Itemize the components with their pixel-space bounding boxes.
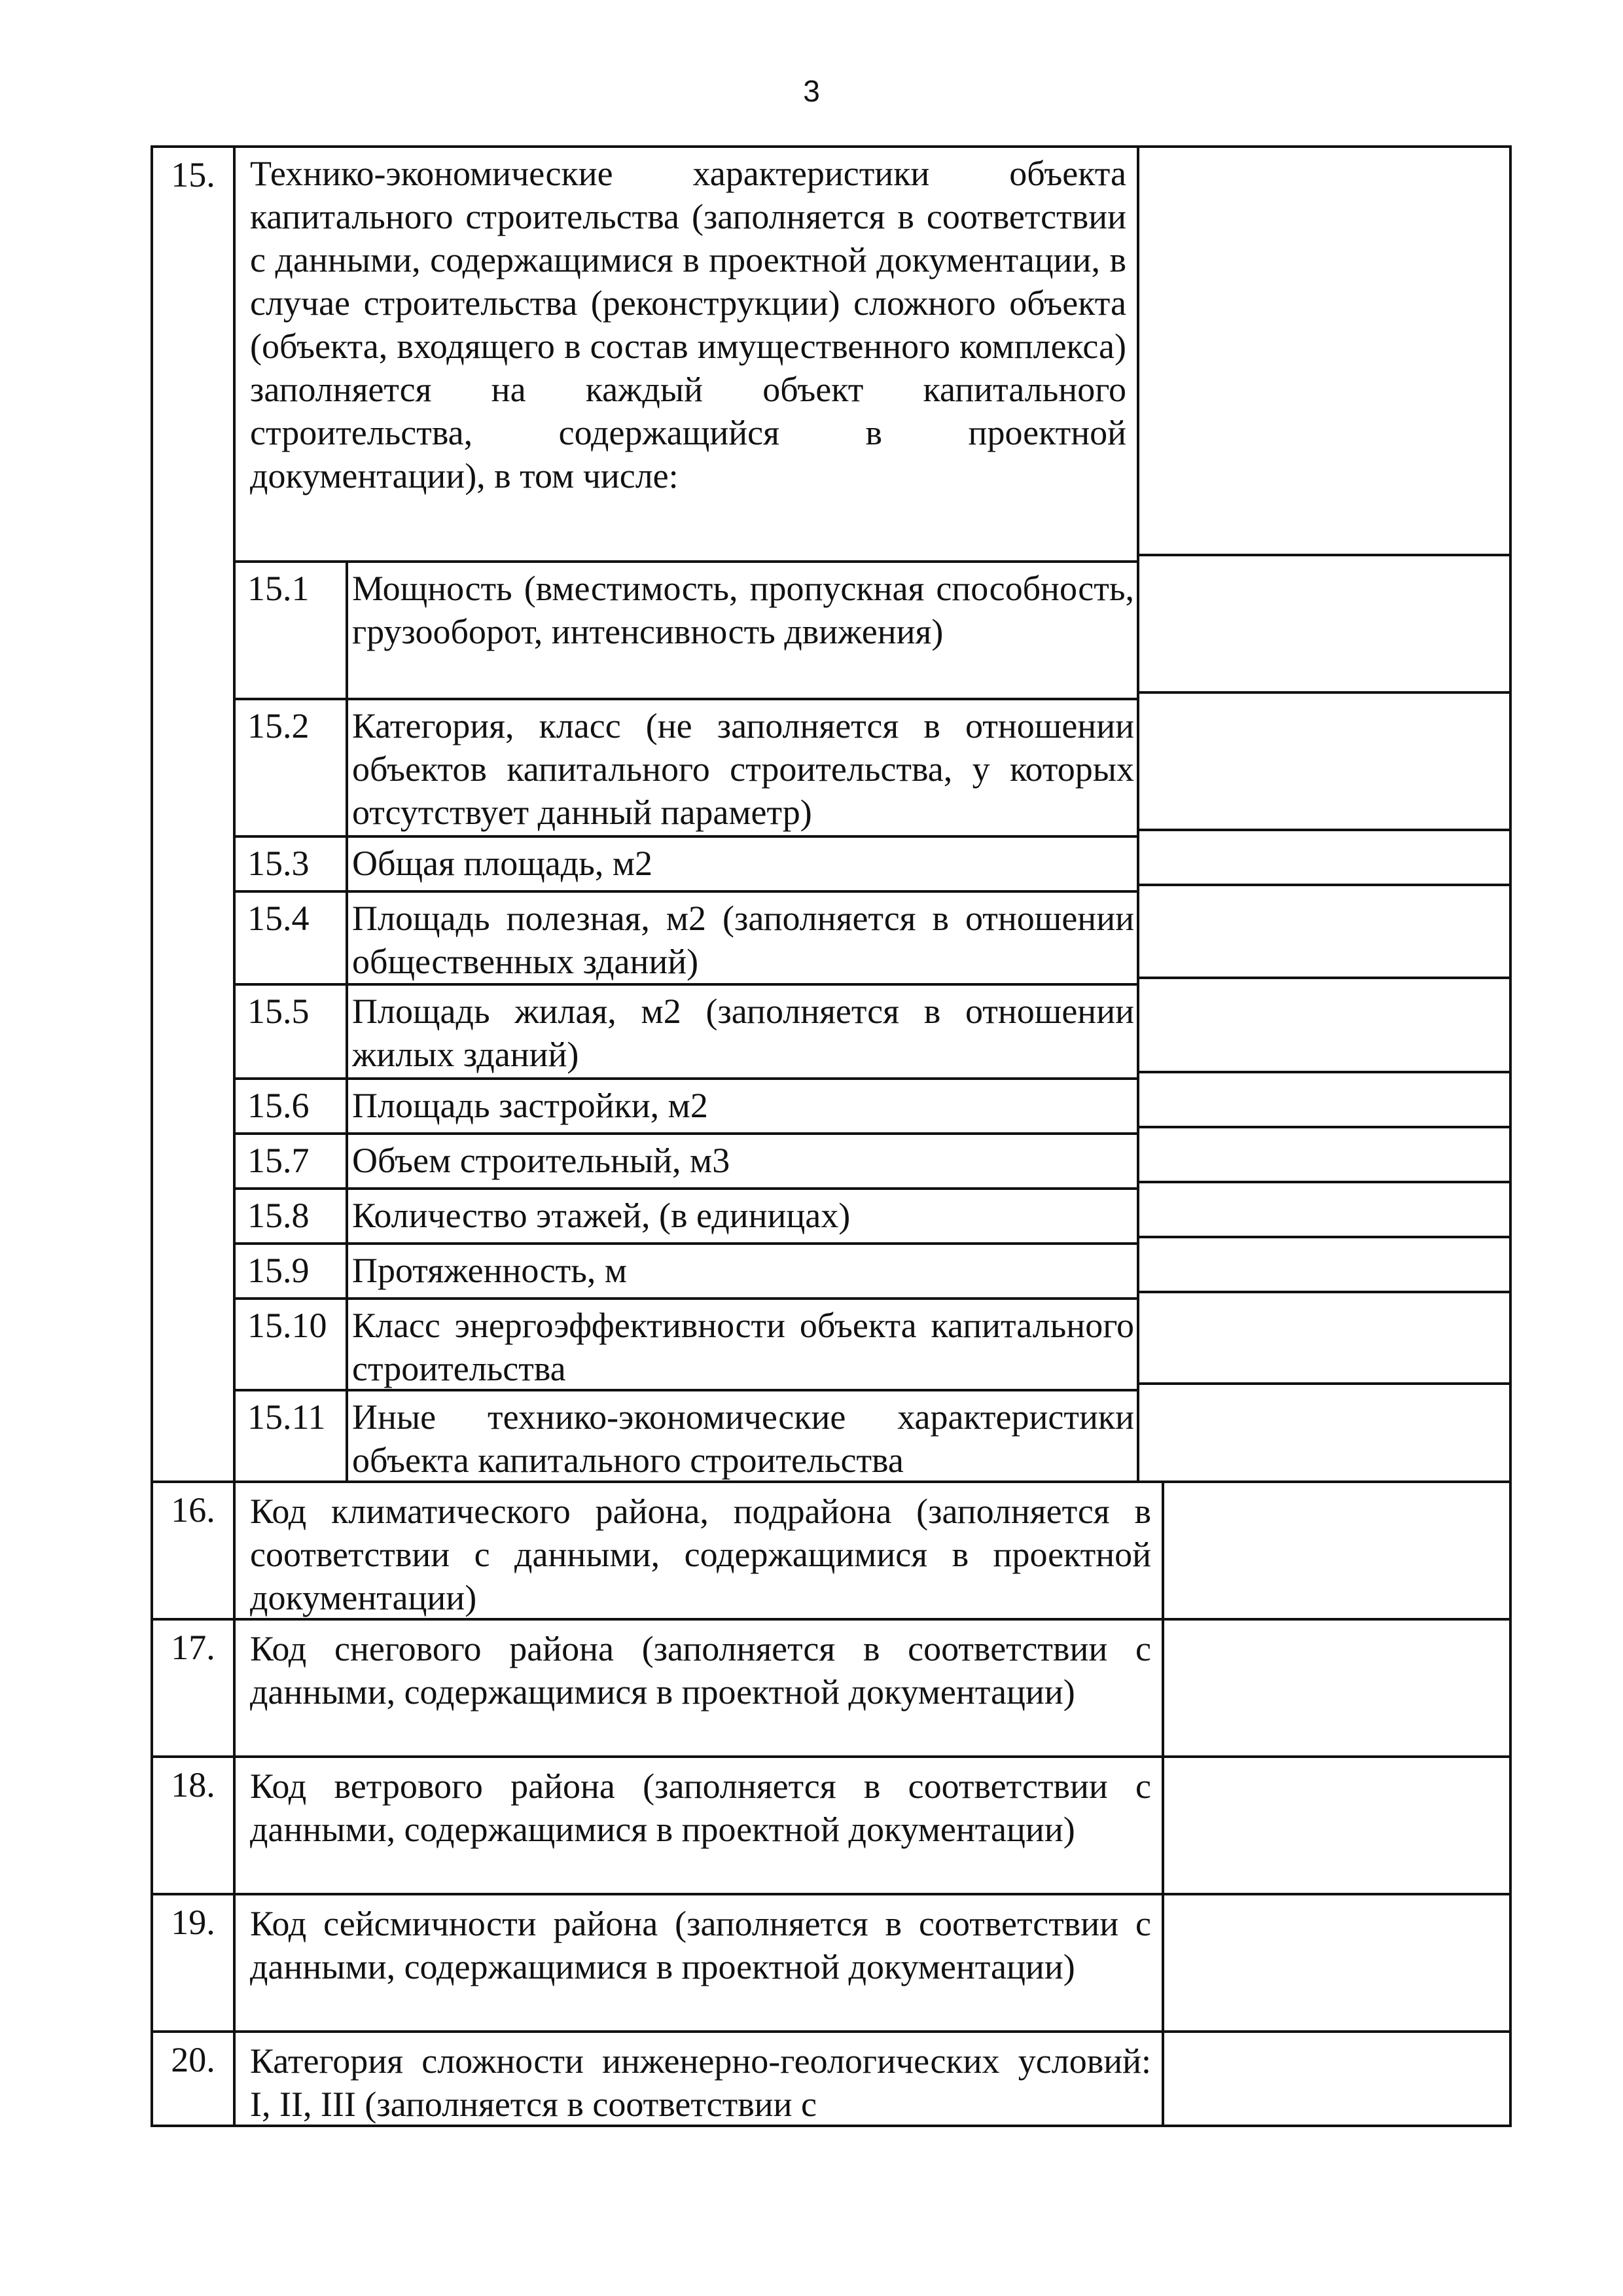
value-cell[interactable] bbox=[1164, 1483, 1509, 1618]
subitem-row bbox=[236, 1297, 1137, 1389]
table-row-16 bbox=[151, 1483, 1512, 1621]
row-description: Код сейсмичности района (заполняется в соответствии с данными, содержащимися в проектной документации) bbox=[233, 1895, 1164, 2030]
subitem-row bbox=[236, 1077, 1137, 1132]
table-row-17 bbox=[151, 1621, 1512, 1758]
subitem-text: Площадь полезная, м2 (заполняется в отношении общественных зданий) bbox=[346, 893, 1137, 983]
subitem-row bbox=[236, 560, 1137, 698]
row-number: 17. bbox=[171, 1628, 215, 1667]
table-row-19 bbox=[151, 1895, 1512, 2033]
table-row-18 bbox=[151, 1758, 1512, 1895]
row-number: 20. bbox=[171, 2040, 215, 2079]
value-cell[interactable] bbox=[1164, 1621, 1509, 1755]
row-number: 16. bbox=[171, 1490, 215, 1530]
row-description: Код снегового района (заполняется в соответствии с данными, содержащимися в проектной документации) bbox=[233, 1621, 1164, 1755]
subitem-text: Мощность (вместимость, пропускная способность, грузооборот, интенсивность движения) bbox=[346, 563, 1137, 698]
subitem-number: 15.4 bbox=[247, 899, 310, 938]
row-text: Технико-экономические характеристики объекта капитального строительства (заполняется в соответствии с данными, содержащимися в проектной документации, в случае строительства (реконструкции) сложного объекта (объекта, входящего в состав имущественного комплекса) заполняется на каждый объект капитального строительства, содержащийся в проектной документации), в том числе: bbox=[250, 154, 1126, 495]
value-cell[interactable] bbox=[1164, 1895, 1509, 2030]
row-description bbox=[233, 148, 1139, 1480]
subitem-row bbox=[236, 835, 1137, 890]
value-cell[interactable] bbox=[1164, 1758, 1509, 1893]
subitem-text: Количество этажей, (в единицах) bbox=[346, 1190, 1137, 1242]
subitem-row bbox=[236, 1242, 1137, 1297]
subitem-text: Общая площадь, м2 bbox=[346, 838, 1137, 890]
subitem-text: Объем строительный, м3 bbox=[346, 1135, 1137, 1187]
row-description: Код климатического района, подрайона (заполняется в соответствии с данными, содержащимися в проектной документации) bbox=[233, 1483, 1164, 1618]
subitem-row bbox=[236, 1187, 1137, 1242]
subitem-text: Площадь застройки, м2 bbox=[346, 1080, 1137, 1132]
subitem-number: 15.7 bbox=[247, 1141, 310, 1180]
row-description: Код ветрового района (заполняется в соответствии с данными, содержащимися в проектной документации) bbox=[233, 1758, 1164, 1893]
value-cell[interactable] bbox=[1164, 2033, 1509, 2125]
form-table bbox=[151, 145, 1512, 2127]
table-row-15 bbox=[151, 145, 1512, 1483]
subitem-text: Класс энергоэффективности объекта капитального строительства bbox=[346, 1300, 1137, 1389]
subitem-number: 15.10 bbox=[247, 1306, 327, 1345]
subitem-number: 15.11 bbox=[247, 1397, 326, 1437]
subitem-number: 15.9 bbox=[247, 1251, 310, 1290]
row-description: Категория сложности инженерно-геологических условий: I, II, III (заполняется в соответствии с bbox=[233, 2033, 1164, 2125]
row-number: 18. bbox=[171, 1765, 215, 1804]
subitem-text: Протяженность, м bbox=[346, 1245, 1137, 1297]
subitem-text: Иные технико-экономические характеристики объекта капитального строительства bbox=[346, 1391, 1137, 1480]
subitem-number: 15.1 bbox=[247, 569, 310, 608]
subitem-number: 15.3 bbox=[247, 844, 310, 883]
value-cell[interactable] bbox=[1139, 148, 1509, 1480]
subitem-text: Площадь жилая, м2 (заполняется в отношении жилых зданий) bbox=[346, 986, 1137, 1077]
subitem-row bbox=[236, 1389, 1137, 1480]
subitem-row bbox=[236, 983, 1137, 1077]
row-number: 15. bbox=[171, 155, 215, 194]
subitem-number: 15.8 bbox=[247, 1196, 310, 1235]
page-number: 3 bbox=[803, 74, 820, 108]
row-number: 19. bbox=[171, 1903, 215, 1942]
subitem-row bbox=[236, 890, 1137, 983]
subitem-number: 15.2 bbox=[247, 706, 310, 745]
subitem-number: 15.5 bbox=[247, 992, 310, 1031]
subitem-row bbox=[236, 698, 1137, 835]
table-row-20 bbox=[151, 2033, 1512, 2127]
subitem-text: Категория, класс (не заполняется в отношении объектов капитального строительства, у которых отсутствует данный параметр) bbox=[346, 700, 1137, 835]
subitem-row bbox=[236, 1132, 1137, 1187]
subitem-number: 15.6 bbox=[247, 1086, 310, 1125]
